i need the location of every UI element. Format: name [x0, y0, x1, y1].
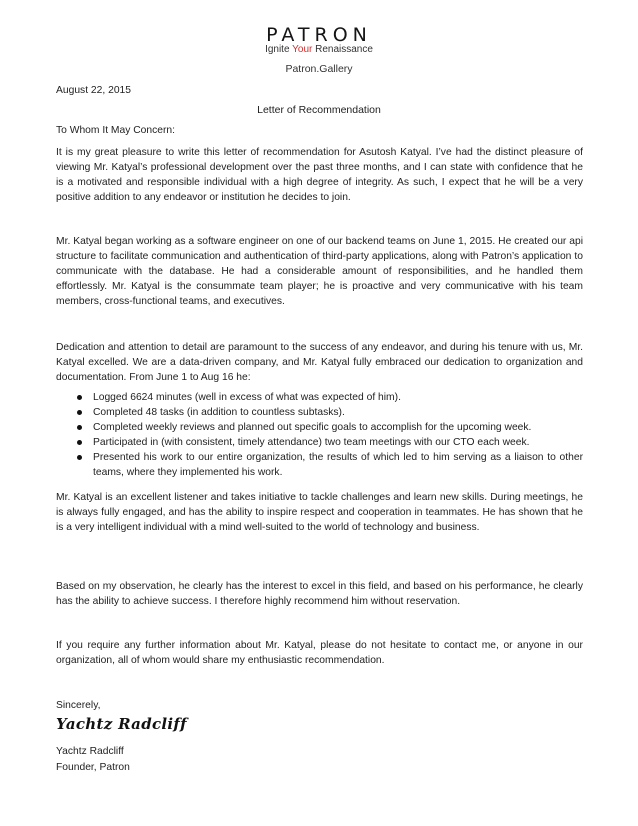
tagline-accent: Your: [292, 44, 313, 55]
list-item: [56, 435, 583, 450]
bullet-icon: [77, 395, 82, 400]
website-link[interactable]: Patron.Gallery: [285, 63, 353, 75]
list-item: [56, 390, 583, 405]
handwritten-signature: Yachtz Radcliff: [56, 715, 187, 733]
tagline-prefix: Ignite: [265, 44, 293, 55]
closing: Sincerely,: [56, 700, 101, 711]
letter-subject: Letter of Recommendation: [257, 104, 381, 116]
signer-title: Founder, Patron: [56, 762, 130, 773]
bullet-icon: [77, 410, 82, 415]
paragraph-recommendation: Based on my observation, he clearly has the interest to excel in this field, and based on his performance, he clearly has the ability to achieve success. I therefore highly recommend him without reservation.: [56, 581, 583, 607]
bullet-icon: [77, 440, 82, 445]
list-item: [56, 450, 583, 480]
bullet-icon: [77, 455, 82, 460]
list-item: [56, 405, 583, 420]
list-item: [56, 420, 583, 435]
bullet-icon: [77, 425, 82, 430]
letter-date: August 22, 2015: [56, 85, 131, 96]
brand-tagline: [0, 44, 638, 55]
achievement-text: Presented his work to our entire organization, the results of which led to him serving as a liaison to other teams, where they implemented his work.: [93, 452, 583, 478]
salutation: To Whom It May Concern:: [56, 125, 176, 136]
paragraph-skills: Mr. Katyal is an excellent listener and takes initiative to tackle challenges and learn new skills. During meetings, he is always fully engaged, and has the ability to inspire respect and cooperation in teammates. He has shown that he is a very intelligent individual with a mind well-suited to the world of technology and business.: [56, 492, 583, 533]
achievement-text: Completed weekly reviews and planned out specific goals to accomplish for the upcoming week.: [93, 422, 532, 433]
signer-name: Yachtz Radcliff: [56, 746, 124, 757]
brand-logo: PATRON: [266, 24, 372, 46]
paragraph-contact: If you require any further information about Mr. Katyal, please do not hesitate to contact me, or anyone in our organization, all of whom would share my enthusiastic recommendation.: [56, 640, 583, 666]
achievement-text: Participated in (with consistent, timely attendance) two team meetings with our CTO each week.: [93, 437, 530, 448]
paragraph-role: Mr. Katyal began working as a software engineer on one of our backend teams on June 1, 2015. He created our api structure to facilitate communication and authentication of third-party applications, along with Patron’s application to communicate with the database. He had a considerable amount of responsibilities, and he handled them effortlessly. Mr. Katyal is the consummate team player; he is proactive and very communicative with his team members, cross-functional teams, and executives.: [56, 236, 583, 307]
paragraph-intro: It is my great pleasure to write this letter of recommendation for Asutosh Katyal. I’ve had the distinct pleasure of viewing Mr. Katyal’s professional development over the past three months, and I can state with confidence that he is a motivated and responsible individual with a high degree of integrity. As such, I expect that he will be a very positive addition to any endeavor or institution he decides to join.: [56, 147, 583, 203]
paragraph-dedication: Dedication and attention to detail are paramount to the success of any endeavor, and during his tenure with us, Mr. Katyal excelled. We are a data-driven company, and Mr. Katyal fully embraced our dedication to organization and documentation. From June 1 to Aug 16 he:: [56, 342, 583, 383]
achievements-list: [56, 390, 583, 480]
tagline-suffix: Renaissance: [312, 44, 373, 55]
achievement-text: Logged 6624 minutes (well in excess of what was expected of him).: [93, 392, 401, 403]
achievement-text: Completed 48 tasks (in addition to countless subtasks).: [93, 407, 345, 418]
